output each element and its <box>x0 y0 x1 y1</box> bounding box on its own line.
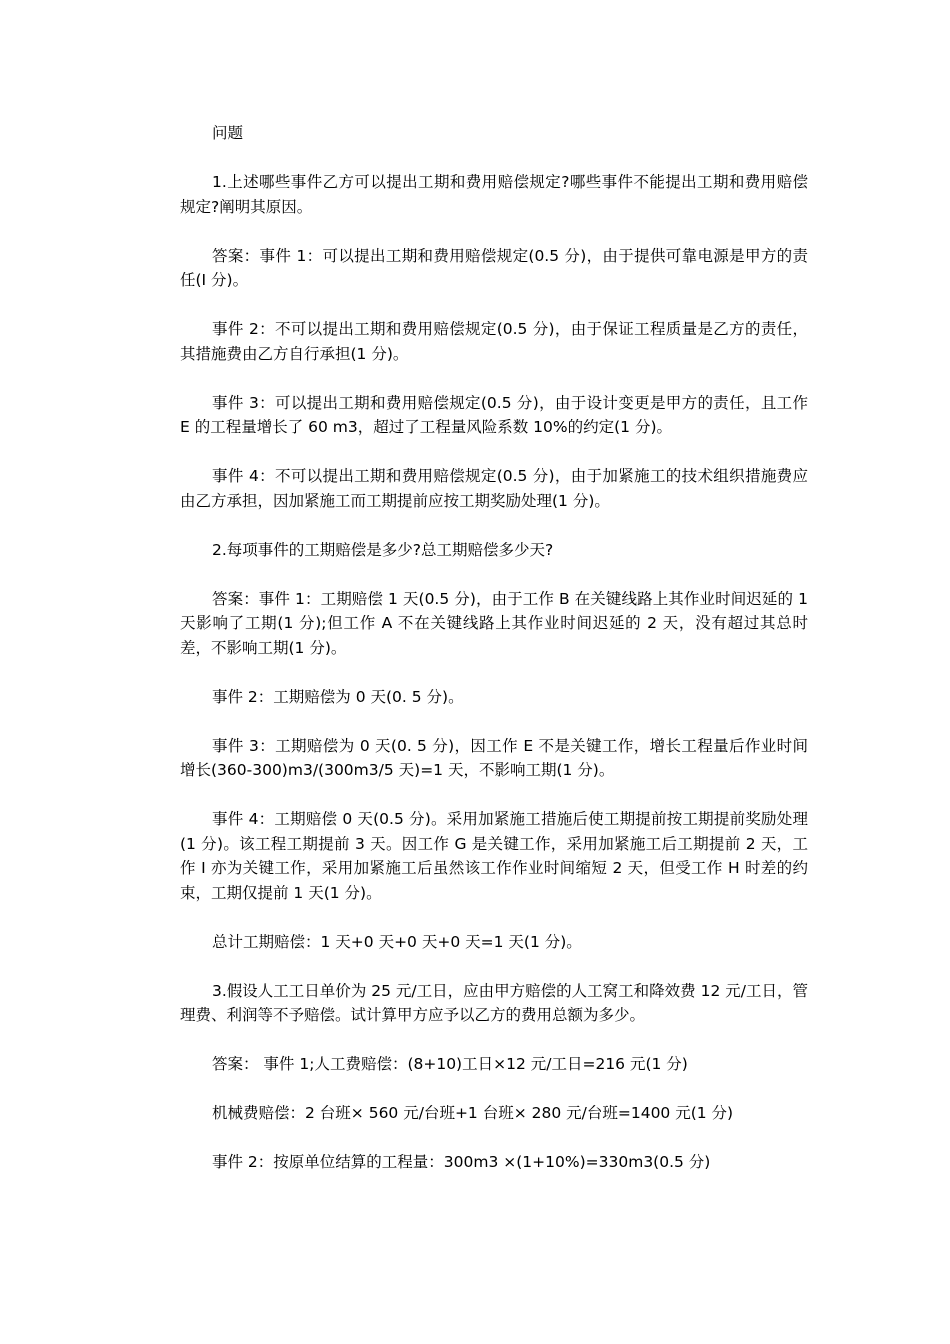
answer-q3-labor-cost: 答案： 事件 1;人工费赔偿：(8+10)工日×12 元/工日=216 元(1 分) <box>212 1055 688 1073</box>
answer-event-2: 事件 2：不可以提出工期和费用赔偿规定(0.5 分)，由于保证工程质量是乙方的责任，其措施费由乙方自行承担(1 分)。 <box>180 320 808 363</box>
answer-q3-machine-cost: 机械费赔偿：2 台班× 560 元/台班+1 台班× 280 元/台班=1400 元(1 分) <box>212 1104 734 1122</box>
answer-event-1: 答案：事件 1：可以提出工期和费用赔偿规定(0.5 分)，由于提供可靠电源是甲方的责任(I 分)。 <box>180 246 808 289</box>
answer-q2-event-1: 答案：事件 1：工期赔偿 1 天(0.5 分)，由于工作 B 在关键线路上其作业时间迟延的 1 天影响了工期(1 分);但工作 A 不在关键线路上其作业时间迟延的 2 天，没有超过其总时差，不影响工期(1 分)。 <box>180 589 808 657</box>
document-page <box>180 121 808 1175</box>
answer-q3-event-2: 事件 2：按原单位结算的工程量：300m3 ×(1+10%)=330m3(0.5 分) <box>212 1153 711 1171</box>
answer-q2-event-4: 事件 4：工期赔偿 0 天(0.5 分)。采用加紧施工措施后使工期提前按工期提前奖励处理(1 分)。该工程工期提前 3 天。因工作 G 是关键工作，采用加紧施工后工期提前 2 天，工作 I 亦为关键工作，采用加紧施工后虽然该工作作业时间缩短 2 天，但受工作 H 时差的约束，工期仅提前 1 天(1 分)。 <box>180 810 808 902</box>
question-2: 2.每项事件的工期赔偿是多少?总工期赔偿多少天? <box>212 540 554 559</box>
answer-q2-event-2: 事件 2：工期赔偿为 0 天(0. 5 分)。 <box>212 687 464 706</box>
answer-q2-event-3: 事件 3：工期赔偿为 0 天(0. 5 分)，因工作 E 不是关键工作，增长工程量后作业时间增长(360-300)m3/(300m3/5 天)=1 天，不影响工期(1 分)。 <box>180 736 808 779</box>
section-heading: 问题 <box>212 124 244 142</box>
answer-event-4: 事件 4：不可以提出工期和费用赔偿规定(0.5 分)，由于加紧施工的技术组织措施费应由乙方承担，因加紧施工而工期提前应按工期奖励处理(1 分)。 <box>180 467 808 510</box>
question-3: 3.假设人工工日单价为 25 元/工日，应由甲方赔偿的人工窝工和降效费 12 元/工日，管理费、利润等不予赔偿。试计算甲方应予以乙方的费用总额为多少。 <box>180 981 808 1024</box>
question-1: 1.上述哪些事件乙方可以提出工期和费用赔偿规定?哪些事件不能提出工期和费用赔偿规定?阐明其原因。 <box>180 173 808 216</box>
answer-event-3: 事件 3：可以提出工期和费用赔偿规定(0.5 分)，由于设计变更是甲方的责任，且工作 E 的工程量增长了 60 m3，超过了工程量风险系数 10%的约定(1 分)。 <box>180 393 808 436</box>
total-duration-compensation: 总计工期赔偿：1 天+0 天+0 天+0 天=1 天(1 分)。 <box>212 932 582 951</box>
